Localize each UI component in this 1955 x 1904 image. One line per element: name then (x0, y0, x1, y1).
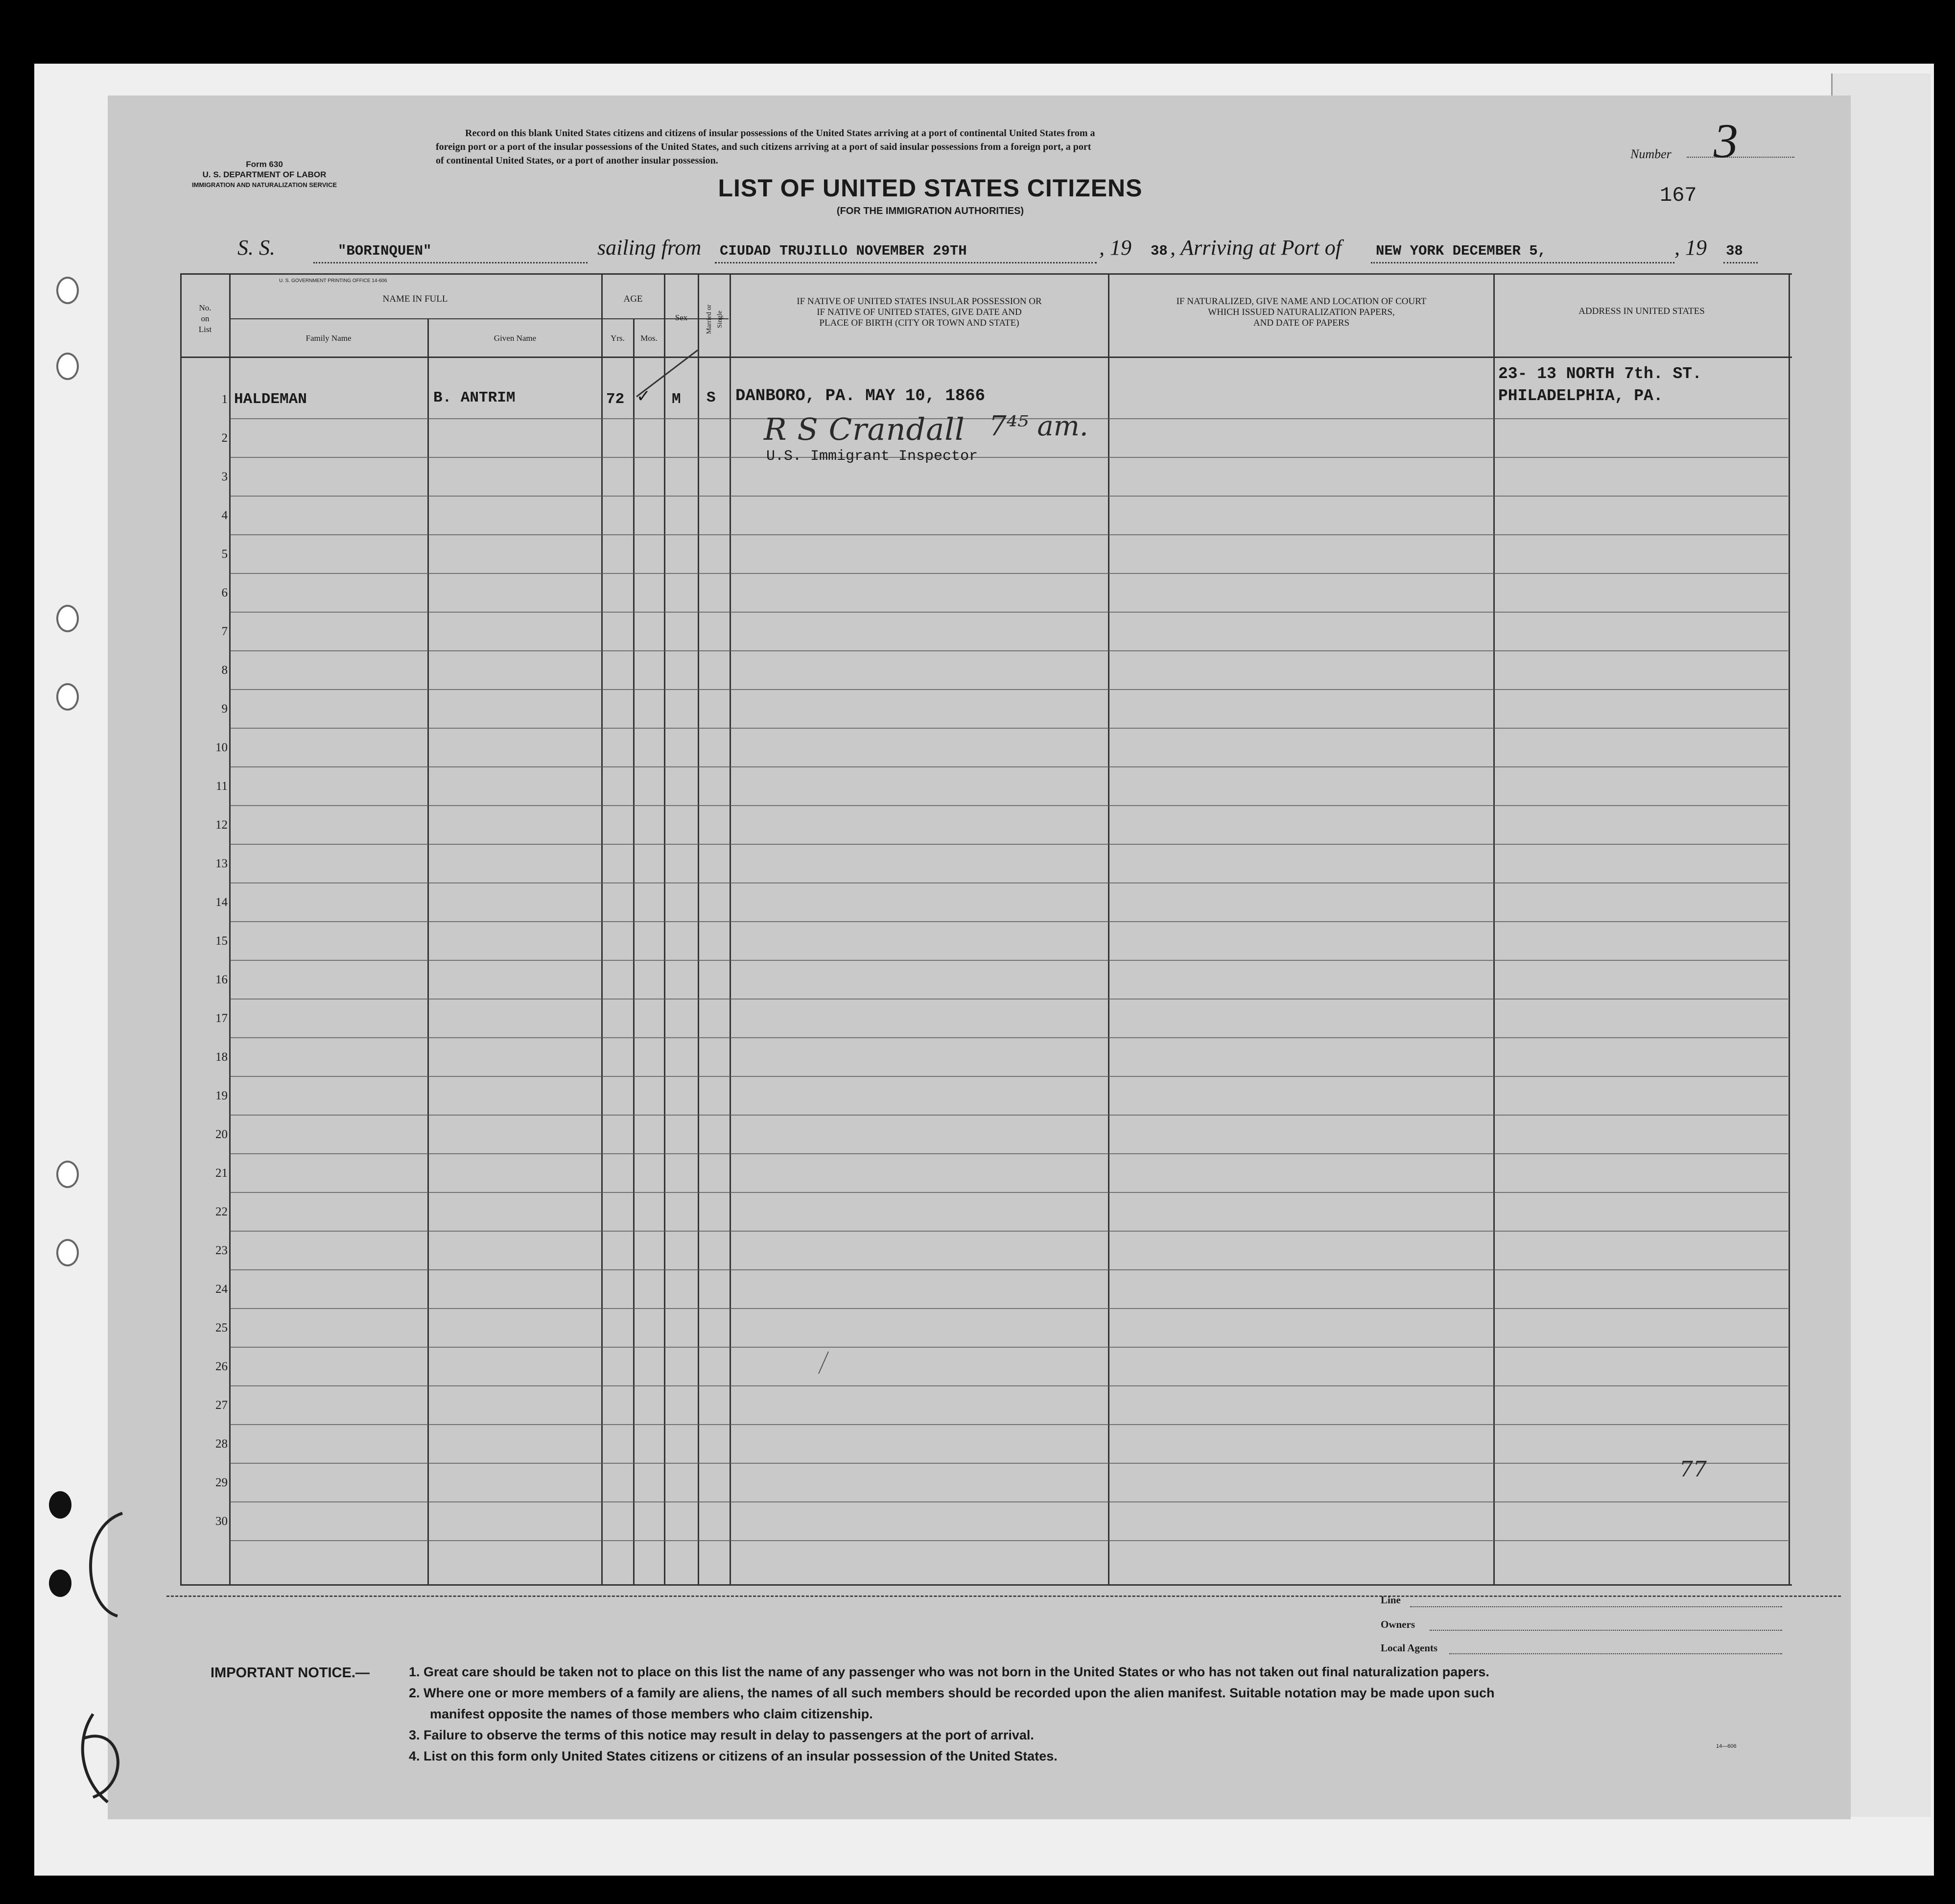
row-number: 14 (215, 896, 228, 909)
arrival-port: NEW YORK DECEMBER 5, (1376, 243, 1547, 259)
number-label: Number (1630, 147, 1672, 161)
family-name-value: HALDEMAN (234, 391, 307, 408)
address-line-2: PHILADELPHIA, PA. (1498, 387, 1663, 405)
row-number: 15 (215, 934, 228, 948)
row-number: 21 (215, 1166, 228, 1180)
row-number: 11 (215, 780, 228, 793)
form-number: Form 630 (246, 160, 283, 169)
age-header: AGE (623, 294, 643, 304)
row-number: 23 (215, 1244, 228, 1257)
dotted-line (1410, 1606, 1782, 1607)
row-number: 6 (221, 586, 228, 599)
page-title: LIST OF UNITED STATES CITIZENS (718, 174, 1143, 202)
header-text: IF NATIVE OF UNITED STATES INSULAR POSSESSION OR (797, 296, 1042, 307)
row-number: 17 (215, 1012, 228, 1025)
row-number: 8 (221, 664, 228, 677)
header-text: AND DATE OF PAPERS (1253, 318, 1350, 328)
birth-place-value: DANBORO, PA. MAY 10, 1866 (735, 387, 986, 405)
year-prefix: , 19 (1099, 236, 1131, 260)
header-text: IF NATIVE OF UNITED STATES, GIVE DATE AND (817, 307, 1022, 317)
row-number: 16 (215, 973, 228, 986)
intro-line: foreign port or a port of the insular possessions of the United States, and such citizens arriving at a port of said insular possessions from a foreign port, a port (436, 142, 1091, 152)
notice-item-2: 2. Where one or more members of a family are aliens, the names of all such members should be recorded upon the alien manifest. Suitable notation may be made upon such (409, 1686, 1495, 1700)
sailing-label: sailing from (597, 236, 702, 260)
department-name: U. S. DEPARTMENT OF LABOR (202, 170, 327, 179)
notice-item-3: 3. Failure to observe the terms of this notice may result in delay to passengers at the port of arrival. (409, 1728, 1034, 1742)
dotted-line (1449, 1653, 1782, 1654)
row-number: 20 (215, 1128, 228, 1141)
birth-column-header (730, 296, 1108, 329)
inspector-signature: R S Crandall (764, 411, 965, 447)
row-number: 13 (215, 857, 228, 870)
year-prefix: , 19 (1674, 236, 1707, 260)
departure-port: CIUDAD TRUJILLO NOVEMBER 29TH (720, 243, 967, 259)
ss-label: S. S. (237, 236, 275, 260)
page-number: 167 (1660, 184, 1697, 207)
row-number: 26 (215, 1360, 228, 1373)
dotted-line (1430, 1630, 1782, 1631)
notice-title: IMPORTANT NOTICE.— (211, 1665, 370, 1681)
row-number: 19 (215, 1089, 228, 1102)
row-number: 25 (215, 1321, 228, 1334)
margin-scribble (64, 1508, 162, 1812)
inspector-title: U.S. Immigrant Inspector (766, 448, 978, 465)
row-number: 4 (221, 509, 228, 522)
arriving-label: , Arriving at Port of (1170, 236, 1342, 260)
departure-year: 38 (1151, 243, 1168, 259)
row-number: 12 (215, 818, 228, 832)
header-text: WHICH ISSUED NATURALIZATION PAPERS, (1208, 307, 1395, 317)
given-name-header: Given Name (494, 333, 537, 343)
printer-mark: U. S. GOVERNMENT PRINTING OFFICE 14-606 (279, 278, 387, 284)
row-number: 28 (215, 1437, 228, 1451)
check-mark-icon: ✓ (637, 386, 650, 408)
notice-item-4: 4. List on this form only United States citizens or citizens of an insular possession of the United States. (409, 1749, 1058, 1763)
header-text: List (198, 325, 212, 334)
time-note: 7⁴⁵ am. (989, 410, 1088, 442)
arrival-year: 38 (1726, 243, 1743, 259)
family-name-header: Family Name (306, 333, 352, 343)
row-number: 10 (215, 741, 228, 754)
row-number: 24 (215, 1283, 228, 1296)
sex-header: Sex (675, 313, 688, 322)
service-name: IMMIGRATION AND NATURALIZATION SERVICE (191, 181, 337, 189)
row-number: 22 (215, 1205, 228, 1218)
row-number: 30 (215, 1515, 228, 1528)
sex-value: M (672, 391, 681, 408)
notice-item-1: 1. Great care should be taken not to place on this list the name of any passenger who was not born in the United States or who has not taken out final naturalization papers. (409, 1665, 1489, 1679)
row-number: 18 (215, 1050, 228, 1064)
ship-name: "BORINQUEN" (338, 243, 432, 259)
age-mos-header: Mos. (640, 333, 658, 343)
local-agents-label: Local Agents (1381, 1642, 1438, 1654)
row-number: 7 (221, 625, 228, 638)
row-number: 3 (221, 470, 228, 483)
line-label: Line (1381, 1594, 1401, 1606)
naturalized-column-header (1109, 296, 1493, 329)
header-text: on (201, 314, 210, 323)
intro-line: of continental United States, or a port of another insular possession. (436, 155, 718, 166)
given-name-value: B. ANTRIM (433, 389, 516, 406)
row-number: 29 (215, 1476, 228, 1489)
address-line-1: 23- 13 NORTH 7th. ST. (1498, 365, 1702, 383)
no-on-list-header (182, 303, 228, 335)
row-number: 9 (221, 702, 228, 715)
owners-label: Owners (1381, 1618, 1415, 1630)
margin-number: 77 (1679, 1457, 1707, 1482)
intro-line: Record on this blank United States citizens and citizens of insular possessions of the United States arriving at a port of continental United States from a (465, 128, 1095, 139)
header-text: PLACE OF BIRTH (CITY OR TOWN AND STATE) (819, 318, 1019, 328)
row-number: 1 (221, 393, 228, 406)
header-text: IF NATURALIZED, GIVE NAME AND LOCATION OF COURT (1176, 296, 1427, 307)
married-single-header: Married or Single (706, 304, 724, 334)
list-number: 3 (1714, 114, 1738, 168)
form-code: 14—606 (1716, 1743, 1737, 1749)
address-column-header: ADDRESS IN UNITED STATES (1578, 306, 1705, 316)
row-number: 2 (221, 431, 228, 445)
name-in-full-header: NAME IN FULL (382, 294, 448, 304)
notice-item-2-continued: manifest opposite the names of those members who claim citizenship. (430, 1707, 873, 1721)
age-years-value: 72 (606, 391, 625, 408)
page-subtitle: (FOR THE IMMIGRATION AUTHORITIES) (836, 206, 1024, 216)
row-number: 27 (215, 1399, 228, 1412)
age-yrs-header: Yrs. (611, 333, 625, 343)
header-text: No. (199, 303, 212, 312)
marital-status-value: S (707, 389, 716, 406)
row-number: 5 (221, 547, 228, 561)
